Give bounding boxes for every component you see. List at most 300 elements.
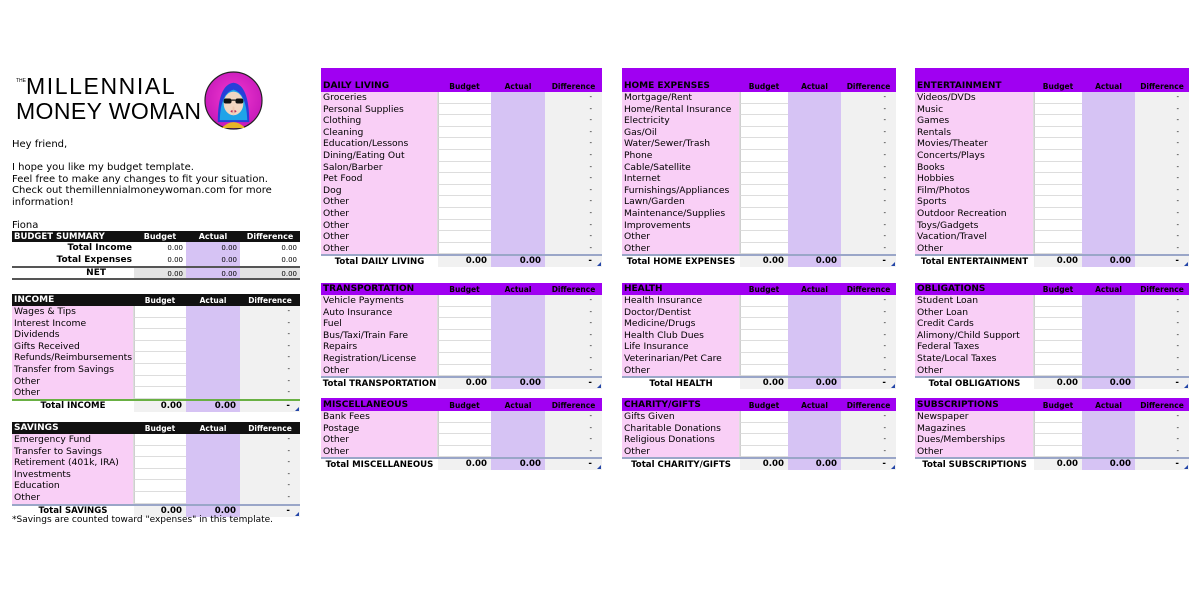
actual-input-cell[interactable] [788, 92, 841, 104]
row-label: Lawn/Garden [622, 196, 740, 208]
category-title: HEALTH [624, 284, 663, 294]
difference-cell: - [841, 138, 896, 150]
actual-input-cell[interactable] [491, 411, 545, 423]
summary-difference-cell[interactable]: 0.00 [281, 244, 297, 252]
total-difference: - [841, 459, 896, 470]
budget-input-cell[interactable] [740, 446, 788, 458]
budget-input-cell[interactable] [438, 446, 491, 458]
difference-cell: - [545, 208, 602, 220]
actual-input-cell[interactable] [1082, 104, 1135, 116]
budget-input-cell[interactable] [1034, 162, 1082, 174]
category-total-row [321, 376, 602, 389]
budget-input-cell[interactable] [1034, 365, 1082, 377]
actual-input-cell[interactable] [491, 208, 545, 220]
actual-input-cell[interactable] [788, 185, 841, 197]
actual-input-cell[interactable] [491, 173, 545, 185]
actual-input-cell[interactable] [788, 173, 841, 185]
budget-input-cell[interactable] [438, 434, 491, 446]
budget-input-cell[interactable] [740, 423, 788, 435]
actual-input-cell[interactable] [186, 457, 240, 469]
row-label: Improvements [622, 220, 740, 232]
actual-input-cell[interactable] [1082, 353, 1135, 365]
budget-input-cell[interactable] [438, 365, 491, 377]
category-header [915, 68, 1189, 92]
table-row [321, 365, 602, 377]
actual-input-cell[interactable] [788, 341, 841, 353]
actual-input-cell[interactable] [491, 295, 545, 307]
actual-input-cell[interactable] [491, 220, 545, 232]
actual-input-cell[interactable] [1082, 330, 1135, 342]
budget-input-cell[interactable] [740, 434, 788, 446]
budget-input-cell[interactable] [134, 457, 186, 469]
category-header [321, 68, 602, 92]
category-title: MISCELLANEOUS [323, 400, 409, 410]
row-label: Personal Supplies [321, 104, 438, 116]
difference-cell: - [545, 115, 602, 127]
actual-input-cell[interactable] [491, 353, 545, 365]
difference-cell: - [841, 173, 896, 185]
budget-input-cell[interactable] [1034, 423, 1082, 435]
actual-input-cell[interactable] [186, 352, 240, 364]
actual-input-cell[interactable] [788, 115, 841, 127]
budget-input-cell[interactable] [438, 127, 491, 139]
actual-input-cell[interactable] [491, 104, 545, 116]
actual-input-cell[interactable] [788, 411, 841, 423]
actual-input-cell[interactable] [788, 307, 841, 319]
budget-input-cell[interactable] [740, 231, 788, 243]
category-title: SUBSCRIPTIONS [917, 400, 999, 410]
row-label: Other [622, 446, 740, 458]
category-total-row [915, 254, 1189, 267]
col-difference-header: Difference [1140, 401, 1184, 410]
table-row [12, 318, 300, 330]
actual-input-cell[interactable] [491, 231, 545, 243]
budget-input-cell[interactable] [1034, 208, 1082, 220]
summary-difference-cell[interactable]: 0.00 [281, 256, 297, 264]
budget-input-cell[interactable] [438, 162, 491, 174]
budget-input-cell[interactable] [1034, 330, 1082, 342]
actual-input-cell[interactable] [186, 329, 240, 341]
budget-input-cell[interactable] [1034, 104, 1082, 116]
summary-budget-cell[interactable]: 0.00 [134, 268, 186, 278]
actual-input-cell[interactable] [491, 341, 545, 353]
total-label: Total MISCELLANEOUS [325, 459, 434, 470]
summary-actual-cell[interactable]: 0.00 [186, 254, 240, 266]
actual-input-cell[interactable] [1082, 295, 1135, 307]
difference-cell: - [841, 365, 896, 377]
difference-cell: - [1135, 243, 1189, 255]
budget-input-cell[interactable] [1034, 185, 1082, 197]
row-label: Student Loan [915, 295, 1034, 307]
summary-row-net [12, 266, 300, 278]
logo-line-2: MONEY WOMAN [16, 98, 202, 124]
actual-input-cell[interactable] [1082, 208, 1135, 220]
row-label: Other [12, 387, 134, 399]
budget-input-cell[interactable] [740, 196, 788, 208]
actual-input-cell[interactable] [186, 306, 240, 318]
actual-input-cell[interactable] [491, 330, 545, 342]
table-row [321, 341, 602, 353]
row-label: Books [915, 162, 1034, 174]
budget-input-cell[interactable] [438, 115, 491, 127]
actual-input-cell[interactable] [1082, 423, 1135, 435]
actual-input-cell[interactable] [186, 318, 240, 330]
budget-input-cell[interactable] [1034, 434, 1082, 446]
actual-input-cell[interactable] [186, 376, 240, 388]
table-row [321, 243, 602, 255]
actual-input-cell[interactable] [491, 446, 545, 458]
actual-input-cell[interactable] [186, 387, 240, 399]
budget-input-cell[interactable] [134, 318, 186, 330]
table-row [915, 330, 1189, 342]
col-budget-header: Budget [1042, 401, 1074, 410]
budget-input-cell[interactable] [1034, 353, 1082, 365]
table-row [12, 306, 300, 318]
difference-cell: - [1135, 318, 1189, 330]
budget-input-cell[interactable] [1034, 318, 1082, 330]
budget-input-cell[interactable] [740, 138, 788, 150]
actual-input-cell[interactable] [186, 341, 240, 353]
actual-input-cell[interactable] [491, 307, 545, 319]
actual-input-cell[interactable] [1082, 92, 1135, 104]
actual-input-cell[interactable] [1082, 231, 1135, 243]
category-title: INCOME [14, 295, 55, 305]
row-label: Clothing [321, 115, 438, 127]
budget-input-cell[interactable] [740, 127, 788, 139]
actual-input-cell[interactable] [788, 295, 841, 307]
actual-input-cell[interactable] [1082, 434, 1135, 446]
total-label: Total ENTERTAINMENT [920, 256, 1029, 267]
budget-input-cell[interactable] [438, 208, 491, 220]
actual-input-cell[interactable] [1082, 173, 1135, 185]
budget-input-cell[interactable] [134, 329, 186, 341]
budget-input-cell[interactable] [1034, 220, 1082, 232]
budget-input-cell[interactable] [438, 295, 491, 307]
budget-input-cell[interactable] [1034, 115, 1082, 127]
difference-cell: - [545, 173, 602, 185]
category-total-row [915, 457, 1189, 470]
actual-input-cell[interactable] [788, 423, 841, 435]
table-row [915, 92, 1189, 104]
summary-budget-cell[interactable]: 0.00 [167, 256, 183, 264]
difference-cell: - [1135, 307, 1189, 319]
budget-input-cell[interactable] [438, 307, 491, 319]
difference-cell: - [240, 457, 300, 469]
actual-input-cell[interactable] [186, 469, 240, 481]
budget-input-cell[interactable] [134, 341, 186, 353]
actual-input-cell[interactable] [788, 434, 841, 446]
actual-input-cell[interactable] [788, 150, 841, 162]
category-header [321, 283, 602, 295]
budget-input-cell[interactable] [134, 469, 186, 481]
budget-input-cell[interactable] [740, 243, 788, 255]
budget-input-cell[interactable] [1034, 173, 1082, 185]
difference-cell: - [1135, 138, 1189, 150]
budget-input-cell[interactable] [134, 434, 186, 446]
budget-input-cell[interactable] [438, 104, 491, 116]
difference-cell: - [545, 330, 602, 342]
table-row [12, 446, 300, 458]
col-actual-header: Actual [199, 296, 227, 305]
budget-input-cell[interactable] [740, 208, 788, 220]
row-label: Movies/Theater [915, 138, 1034, 150]
budget-input-cell[interactable] [740, 411, 788, 423]
budget-input-cell[interactable] [740, 173, 788, 185]
difference-cell: - [841, 220, 896, 232]
actual-input-cell[interactable] [1082, 341, 1135, 353]
category-income [12, 294, 300, 412]
actual-input-cell[interactable] [788, 231, 841, 243]
actual-input-cell[interactable] [1082, 307, 1135, 319]
actual-input-cell[interactable] [788, 208, 841, 220]
difference-cell: - [1135, 162, 1189, 174]
row-label: Education [12, 480, 134, 492]
difference-cell: - [1135, 295, 1189, 307]
table-row [12, 457, 300, 469]
actual-input-cell[interactable] [186, 434, 240, 446]
row-label: Other [321, 196, 438, 208]
actual-input-cell[interactable] [186, 446, 240, 458]
actual-input-cell[interactable] [788, 196, 841, 208]
budget-input-cell[interactable] [1034, 446, 1082, 458]
budget-input-cell[interactable] [134, 376, 186, 388]
table-row [915, 434, 1189, 446]
actual-input-cell[interactable] [491, 92, 545, 104]
col-actual-header: Actual [504, 401, 532, 410]
table-row [915, 127, 1189, 139]
budget-input-cell[interactable] [740, 365, 788, 377]
budget-input-cell[interactable] [740, 353, 788, 365]
row-label: Videos/DVDs [915, 92, 1034, 104]
actual-input-cell[interactable] [788, 365, 841, 377]
actual-input-cell[interactable] [788, 446, 841, 458]
row-label: Other [321, 243, 438, 255]
actual-input-cell[interactable] [491, 115, 545, 127]
actual-input-cell[interactable] [1082, 127, 1135, 139]
budget-input-cell[interactable] [134, 480, 186, 492]
row-label: Fuel [321, 318, 438, 330]
avatar [204, 71, 263, 130]
table-row [915, 150, 1189, 162]
table-row [12, 364, 300, 376]
table-row [12, 387, 300, 399]
budget-input-cell[interactable] [740, 185, 788, 197]
difference-cell: - [841, 185, 896, 197]
actual-input-cell[interactable] [1082, 196, 1135, 208]
difference-cell: - [841, 115, 896, 127]
budget-input-cell[interactable] [438, 423, 491, 435]
budget-input-cell[interactable] [1034, 295, 1082, 307]
budget-input-cell[interactable] [740, 162, 788, 174]
budget-input-cell[interactable] [438, 196, 491, 208]
table-row [915, 365, 1189, 377]
difference-cell: - [1135, 411, 1189, 423]
budget-input-cell[interactable] [134, 364, 186, 376]
actual-input-cell[interactable] [1082, 138, 1135, 150]
actual-input-cell[interactable] [788, 318, 841, 330]
col-budget-header: Budget [449, 401, 480, 410]
actual-input-cell[interactable] [788, 353, 841, 365]
total-budget: 0.00 [1034, 256, 1082, 267]
budget-input-cell[interactable] [740, 318, 788, 330]
difference-cell: - [1135, 115, 1189, 127]
difference-cell: - [1135, 353, 1189, 365]
table-row [622, 318, 896, 330]
budget-input-cell[interactable] [134, 387, 186, 399]
budget-input-cell[interactable] [1034, 231, 1082, 243]
actual-input-cell[interactable] [491, 150, 545, 162]
summary-title: BUDGET SUMMARY [14, 231, 105, 242]
budget-input-cell[interactable] [740, 150, 788, 162]
category-header [12, 422, 300, 434]
category-header [622, 283, 896, 295]
table-row [321, 104, 602, 116]
summary-difference-cell[interactable]: 0.00 [240, 268, 300, 278]
budget-input-cell[interactable] [438, 341, 491, 353]
table-row [321, 185, 602, 197]
budget-input-cell[interactable] [740, 220, 788, 232]
row-label: Other [915, 365, 1034, 377]
actual-input-cell[interactable] [1082, 185, 1135, 197]
budget-input-cell[interactable] [438, 220, 491, 232]
actual-input-cell[interactable] [186, 492, 240, 504]
actual-input-cell[interactable] [1082, 243, 1135, 255]
budget-input-cell[interactable] [1034, 196, 1082, 208]
actual-input-cell[interactable] [788, 243, 841, 255]
budget-input-cell[interactable] [740, 115, 788, 127]
budget-input-cell[interactable] [134, 446, 186, 458]
summary-col-difference: Difference [246, 232, 294, 241]
actual-input-cell[interactable] [491, 196, 545, 208]
actual-input-cell[interactable] [1082, 411, 1135, 423]
total-difference: - [545, 378, 602, 389]
actual-input-cell[interactable] [788, 162, 841, 174]
actual-input-cell[interactable] [491, 423, 545, 435]
actual-input-cell[interactable] [788, 127, 841, 139]
col-actual-header: Actual [504, 82, 532, 91]
budget-input-cell[interactable] [134, 492, 186, 504]
actual-input-cell[interactable] [788, 330, 841, 342]
budget-input-cell[interactable] [134, 306, 186, 318]
actual-input-cell[interactable] [1082, 150, 1135, 162]
budget-input-cell[interactable] [438, 150, 491, 162]
actual-input-cell[interactable] [491, 127, 545, 139]
actual-input-cell[interactable] [491, 138, 545, 150]
budget-input-cell[interactable] [740, 307, 788, 319]
table-row [622, 104, 896, 116]
budget-input-cell[interactable] [740, 330, 788, 342]
actual-input-cell[interactable] [1082, 162, 1135, 174]
actual-input-cell[interactable] [1082, 220, 1135, 232]
category-header [915, 398, 1189, 411]
actual-input-cell[interactable] [186, 480, 240, 492]
budget-input-cell[interactable] [438, 138, 491, 150]
budget-input-cell[interactable] [1034, 138, 1082, 150]
actual-input-cell[interactable] [186, 364, 240, 376]
difference-cell: - [240, 480, 300, 492]
summary-budget-cell[interactable]: 0.00 [167, 244, 183, 252]
budget-input-cell[interactable] [438, 243, 491, 255]
row-label: Dining/Eating Out [321, 150, 438, 162]
actual-input-cell[interactable] [1082, 115, 1135, 127]
budget-input-cell[interactable] [438, 92, 491, 104]
actual-input-cell[interactable] [491, 318, 545, 330]
row-label: Federal Taxes [915, 341, 1034, 353]
budget-input-cell[interactable] [134, 352, 186, 364]
total-budget: 0.00 [740, 256, 788, 267]
intro-message [12, 139, 312, 232]
category-header [622, 398, 896, 411]
difference-cell: - [545, 423, 602, 435]
budget-input-cell[interactable] [438, 185, 491, 197]
budget-input-cell[interactable] [438, 231, 491, 243]
actual-input-cell[interactable] [788, 138, 841, 150]
col-difference-header: Difference [551, 82, 596, 91]
total-budget: 0.00 [740, 459, 788, 470]
summary-actual-cell[interactable]: 0.00 [186, 268, 240, 278]
budget-input-cell[interactable] [1034, 243, 1082, 255]
difference-cell: - [1135, 231, 1189, 243]
budget-input-cell[interactable] [1034, 127, 1082, 139]
budget-input-cell[interactable] [438, 411, 491, 423]
budget-input-cell[interactable] [740, 295, 788, 307]
table-row [915, 104, 1189, 116]
actual-input-cell[interactable] [491, 434, 545, 446]
actual-input-cell[interactable] [491, 185, 545, 197]
row-label: Other [321, 231, 438, 243]
budget-input-cell[interactable] [1034, 341, 1082, 353]
actual-input-cell[interactable] [788, 104, 841, 116]
difference-cell: - [841, 423, 896, 435]
logo-line-1: MILLENNIAL [26, 73, 177, 99]
actual-input-cell[interactable] [491, 243, 545, 255]
col-difference-header: Difference [846, 285, 891, 294]
budget-input-cell[interactable] [438, 173, 491, 185]
category-total-row [12, 399, 300, 412]
budget-input-cell[interactable] [1034, 92, 1082, 104]
difference-cell: - [841, 162, 896, 174]
actual-input-cell[interactable] [1082, 318, 1135, 330]
table-row [12, 329, 300, 341]
actual-input-cell[interactable] [491, 365, 545, 377]
category-total-row [915, 376, 1189, 389]
col-budget-header: Budget [449, 82, 480, 91]
budget-input-cell[interactable] [740, 104, 788, 116]
total-difference: - [545, 459, 602, 470]
total-label: Total TRANSPORTATION [322, 378, 437, 389]
budget-input-cell[interactable] [740, 92, 788, 104]
actual-input-cell[interactable] [1082, 446, 1135, 458]
actual-input-cell[interactable] [1082, 365, 1135, 377]
budget-input-cell[interactable] [1034, 150, 1082, 162]
table-row [321, 330, 602, 342]
budget-input-cell[interactable] [740, 341, 788, 353]
actual-input-cell[interactable] [491, 162, 545, 174]
budget-input-cell[interactable] [1034, 411, 1082, 423]
budget-input-cell[interactable] [438, 353, 491, 365]
difference-cell: - [240, 341, 300, 353]
budget-input-cell[interactable] [438, 330, 491, 342]
budget-input-cell[interactable] [438, 318, 491, 330]
summary-actual-cell[interactable]: 0.00 [186, 242, 240, 254]
budget-input-cell[interactable] [1034, 307, 1082, 319]
row-label: Investments [12, 469, 134, 481]
difference-cell: - [1135, 173, 1189, 185]
actual-input-cell[interactable] [788, 220, 841, 232]
col-difference-header: Difference [248, 424, 292, 433]
table-row [321, 208, 602, 220]
total-actual: 0.00 [1082, 378, 1135, 389]
